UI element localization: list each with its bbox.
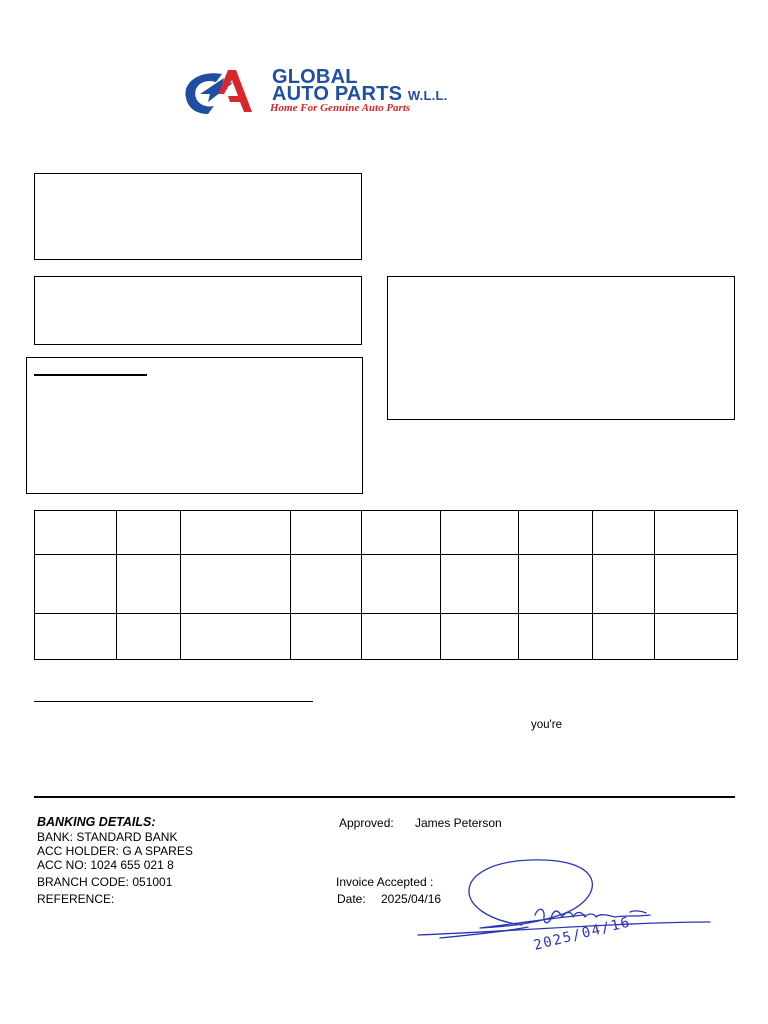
logo-name: AUTO PARTS [272,83,403,105]
logo-suffix: W.L.L. [407,88,448,103]
table-cell [117,555,181,614]
box-heading-underline [34,374,147,376]
invoice-info-box [387,276,735,420]
table-cell [593,614,655,660]
table-cell [35,511,117,555]
table-cell [181,511,291,555]
note-text: you're [531,719,562,731]
bank-name: BANK: STANDARD BANK [37,830,178,844]
logo-emblem-icon [178,64,260,116]
table-cell [117,511,181,555]
table-cell [291,511,362,555]
table-cell [593,511,655,555]
table-cell [181,614,291,660]
billing-address-box [34,173,362,260]
table-cell [593,555,655,614]
table-cell [441,614,519,660]
table-cell [655,555,738,614]
table-cell [519,511,593,555]
table-cell [441,511,519,555]
table-cell [441,555,519,614]
signature-line [34,701,313,702]
table-cell [117,614,181,660]
handwritten-signature [410,855,720,955]
table-row [35,511,738,555]
table-cell [35,614,117,660]
table-cell [291,555,362,614]
reference: REFERENCE: [37,892,115,906]
date-label: Date: [337,892,366,906]
approved-label: Approved: [339,816,394,830]
logo-line-1: GLOBAL [272,66,358,88]
table-cell [519,614,593,660]
logo-tagline: Home For Genuine Auto Parts [270,102,411,114]
table-cell [291,614,362,660]
delivery-details-box [26,357,363,494]
footer-divider [34,796,735,798]
approved-name: James Peterson [415,816,502,830]
table-cell [519,555,593,614]
date-value: 2025/04/16 [381,892,442,906]
company-logo [176,58,486,124]
table-cell [362,511,441,555]
account-holder: ACC HOLDER: G A SPARES [37,844,193,858]
banking-title: BANKING DETAILS: [37,815,156,829]
account-number: ACC NO: 1024 655 021 8 [37,858,174,872]
table-cell [362,614,441,660]
customer-details-box [34,276,362,345]
table-cell [35,555,117,614]
table-row [35,555,738,614]
table-cell [655,614,738,660]
table-cell [362,555,441,614]
table-cell [655,511,738,555]
accepted-label: Invoice Accepted : [336,875,434,889]
items-table [34,510,738,660]
table-row [35,614,738,660]
branch-code: BRANCH CODE: 051001 [37,875,173,889]
table-cell [181,555,291,614]
signature-date: 2025/04/16 [532,914,633,954]
